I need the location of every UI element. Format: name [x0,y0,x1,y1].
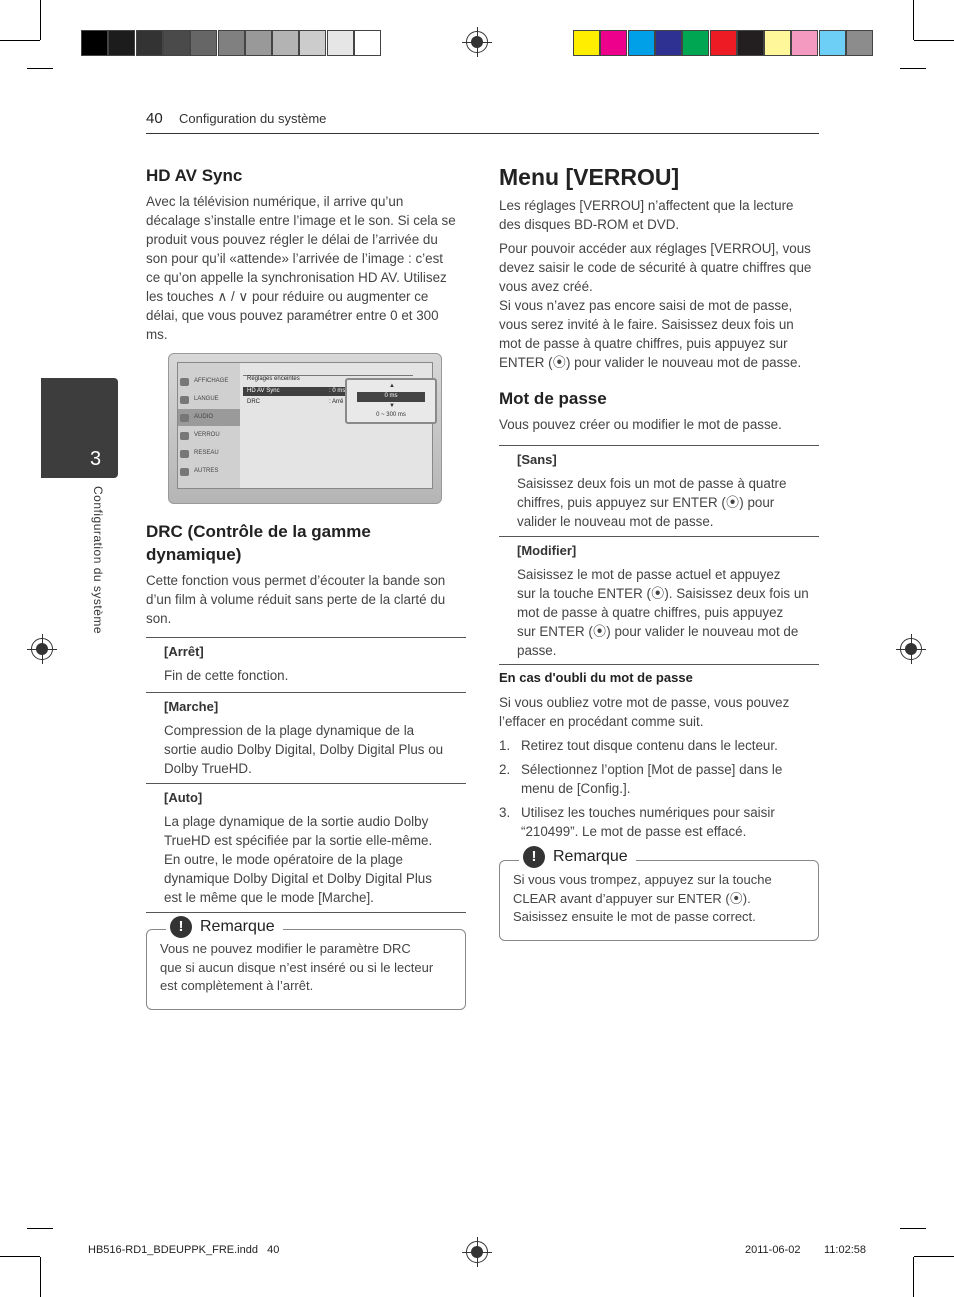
oubli-title: En cas d'oubli du mot de passe [499,670,693,685]
text-line: délai, que vous pouvez paramétrer entre 0 et 300 [146,308,439,323]
warning-icon: ! [170,916,192,938]
color-swatch [600,30,627,56]
text-line: dynamique) [146,545,242,564]
footer-date: 2011-06-02 [745,1244,801,1256]
color-swatch [846,30,873,56]
text-line: décalage s’installe entre l’image et le son. Si cela se [146,213,456,228]
text-line: CLEAR avant d’appuyer sur ENTER (⦿). [513,890,751,906]
text-line: Avec la télévision numérique, il arrive qu’un [146,194,404,209]
gray-swatch [327,30,354,56]
chapter-label: Configuration du système [91,486,105,635]
page-number: 40 [146,110,163,127]
note-right-text [513,871,772,927]
language-icon [180,396,189,404]
footer-file: HB516-RD1_BDEUPPK_FRE.indd 40 [88,1244,280,1256]
gray-swatch [218,30,245,56]
gray-swatch [190,30,217,56]
option-term: [Arrêt] [164,644,204,659]
step-number: 1. [499,738,511,753]
color-swatch [710,30,737,56]
screen-popup: ▲ 0 ms ▼ 0 ~ 300 ms [345,378,437,424]
text-line: ENTER (⦿) pour valider le nouveau mot de passe. [499,355,802,370]
screen-menu-label: AUDIO [194,414,214,420]
screen-row-head: Réglages enceintes [247,376,300,382]
gray-swatch [272,30,299,56]
text-line: Vous ne pouvez modifier le paramètre DRC [160,941,411,956]
screen-menu-item [177,373,241,390]
text-line: Saisissez ensuite le mot de passe correct. [513,909,756,924]
option-term: [Modifier] [517,543,577,558]
mdp-title: Mot de passe [499,389,607,408]
registration-mark-icon [466,1241,488,1263]
warning-icon: ! [523,846,545,868]
gray-swatch [108,30,135,56]
gray-swatch [299,30,326,56]
screen-row1-value: : 0 ms [329,388,346,394]
registration-mark-icon [466,31,488,53]
text-line: passe. [517,643,557,658]
popup-value: 0 ms [384,393,398,399]
verrou-text-2 [499,239,811,372]
screen-menu-label: AFFICHAGE [194,378,229,384]
text-line: Si vous vous trompez, appuyez sur la touche [513,872,772,887]
option-text [164,666,288,685]
screen-menu-item [177,427,241,444]
note-left-label: Remarque [200,918,275,935]
gray-swatch [81,30,108,56]
color-swatch [764,30,791,56]
text-line: dynamique Dolby Digital et Dolby Digital Plus [164,871,432,886]
screen-menu-label: LANGUE [194,396,219,402]
text-line: Retirez tout disque contenu dans le lecteur. [521,738,778,753]
text-line: sortie audio Dolby Digital, Dolby Digital Plus ou [164,742,444,757]
text-line: sur ENTER (⦿) pour valider le nouveau mot de [517,624,799,639]
text-line: devez saisir le code de sécurité à quatre chiffres que [499,260,812,275]
gray-swatch [163,30,190,56]
setup-screen [168,353,442,504]
option-text [164,812,432,907]
text-line: l’effacer en procédant comme suit. [499,714,704,729]
text-line: les touches ∧ / ∨ pour réduire ou augmenter ce [146,289,429,304]
drc-text [146,571,466,628]
note-left-text [160,940,433,996]
text-line: mot de passe à quatre chiffres, puis appuyez [517,605,784,620]
screen-menu-label: AUTRES [194,468,219,474]
screen-menu-label: RESEAU [194,450,219,456]
text-line: Dolby TrueHD. [164,761,252,776]
note-title-right [519,846,636,868]
color-swatch [628,30,655,56]
text-line: est complètement à l’arrêt. [160,978,314,993]
verrou-title: Menu [VERROU] [499,164,680,190]
screen-row1-label: HD AV Sync [247,388,280,394]
drc-title [146,520,371,566]
display-icon [180,378,189,386]
text-line: son. [146,611,172,626]
text-line: Sélectionnez l’option [Mot de passe] dans le [521,762,783,777]
text-line: Utilisez les touches numériques pour saisir [521,805,775,820]
option-term: [Marche] [164,699,219,714]
screen-menu-item [177,463,241,480]
text-line: Pour pouvoir accéder aux réglages [VERROU], vous [499,241,811,256]
note-title-left [166,916,283,938]
text-line: La plage dynamique de la sortie audio Dolby [164,814,429,829]
color-swatch [655,30,682,56]
section-title: Configuration du système [179,111,327,126]
popup-range: 0 ~ 300 ms [376,412,406,418]
hdav-text [146,192,466,344]
text-line: est le même que le mode [Marche]. [164,890,374,905]
color-swatch [819,30,846,56]
text-line: Si vous n’avez pas encore saisi de mot de passe, [499,298,793,313]
text-line: En outre, le mode opératoire de la plage [164,852,403,867]
option-rule [499,664,819,665]
option-rule [499,536,819,537]
verrou-text-1 [499,196,794,234]
option-term: [Sans] [517,452,557,467]
text-line: vous avez créé. [499,279,593,294]
chapter-number: 3 [90,448,102,470]
color-swatch [573,30,600,56]
text-line: vous serez invité à le faire. Saisissez deux fois un [499,317,794,332]
step-number: 3. [499,805,511,820]
hdav-title: HD AV Sync [146,166,243,185]
option-text [517,474,786,531]
text-line: “210499”. Le mot de passe est effacé. [521,824,747,839]
text-line: Compression de la plage dynamique de la [164,723,415,738]
audio-icon [180,414,189,422]
option-text [517,565,809,660]
network-icon [180,450,189,458]
oubli-intro [499,693,789,731]
screen-menu-item [177,445,241,462]
text-line: son pour qu’il «attende» l’arrivée de l’image : c’est [146,251,443,266]
text-line: menu de [Config.]. [521,781,631,796]
text-line: des disques BD-ROM et DVD. [499,217,680,232]
text-line: valider le nouveau mot de passe. [517,514,714,529]
header-rule [146,133,819,134]
registration-mark-icon [900,638,922,660]
text-line: que si aucun disque n’est inséré ou si le lecteur [160,959,434,975]
option-rule [499,445,819,446]
text-line: Fin de cette fonction. [164,668,289,683]
others-icon [180,468,189,476]
gray-swatch [136,30,163,56]
text-line: sur la touche ENTER (⦿). Saisissez deux fois un [517,586,809,601]
footer-time: 11:02:58 [824,1244,867,1256]
registration-mark-icon [31,638,53,660]
color-swatch [791,30,818,56]
step-text [521,760,782,798]
option-term: [Auto] [164,790,203,805]
option-rule [146,783,466,784]
text-line: ce qu’on appelle la synchronisation HD AV. Utilisez [146,270,447,285]
text-line: ms. [146,327,168,342]
text-line: Cette fonction vous permet d’écouter la bande son [146,573,446,588]
option-rule [146,637,466,638]
text-line: produit vous pouvez régler le délai de l’arrivée du [146,232,438,247]
chapter-tab [41,378,118,478]
color-swatch [682,30,709,56]
text-line: chiffres, puis appuyez sur ENTER (⦿) pour [517,495,775,510]
gray-swatch [245,30,272,56]
text-line: DRC (Contrôle de la gamme [146,522,371,541]
color-swatch [737,30,764,56]
option-rule [146,692,466,693]
option-rule [146,912,466,913]
option-text [164,721,443,778]
screen-row2-label: DRC [247,399,260,405]
screen-menu-item [177,409,241,426]
text-line: Les réglages [VERROU] n’affectent que la lecture [499,198,794,213]
text-line: TrueHD est spécifiée par la sortie elle-même. [164,833,433,848]
screen-row2-value: : Arrê [329,399,344,405]
text-line: Si vous oubliez votre mot de passe, vous pouvez [499,695,790,710]
text-line: d’un film à volume réduit sans perte de la clarté du [146,592,446,607]
gray-swatch [354,30,381,56]
lock-icon [180,432,189,440]
step-text [521,736,778,755]
text-line: mot de passe à quatre chiffres, puis appuyez sur [499,336,788,351]
screen-menu-label: VERROU [194,432,220,438]
text-line: Saisissez le mot de passe actuel et appuyez [517,567,781,582]
step-text [521,803,775,841]
step-number: 2. [499,762,511,777]
text-line: Saisissez deux fois un mot de passe à quatre [517,476,787,491]
mdp-intro: Vous pouvez créer ou modifier le mot de passe. [499,417,782,432]
screen-menu-item [177,391,241,408]
note-right-label: Remarque [553,848,628,865]
